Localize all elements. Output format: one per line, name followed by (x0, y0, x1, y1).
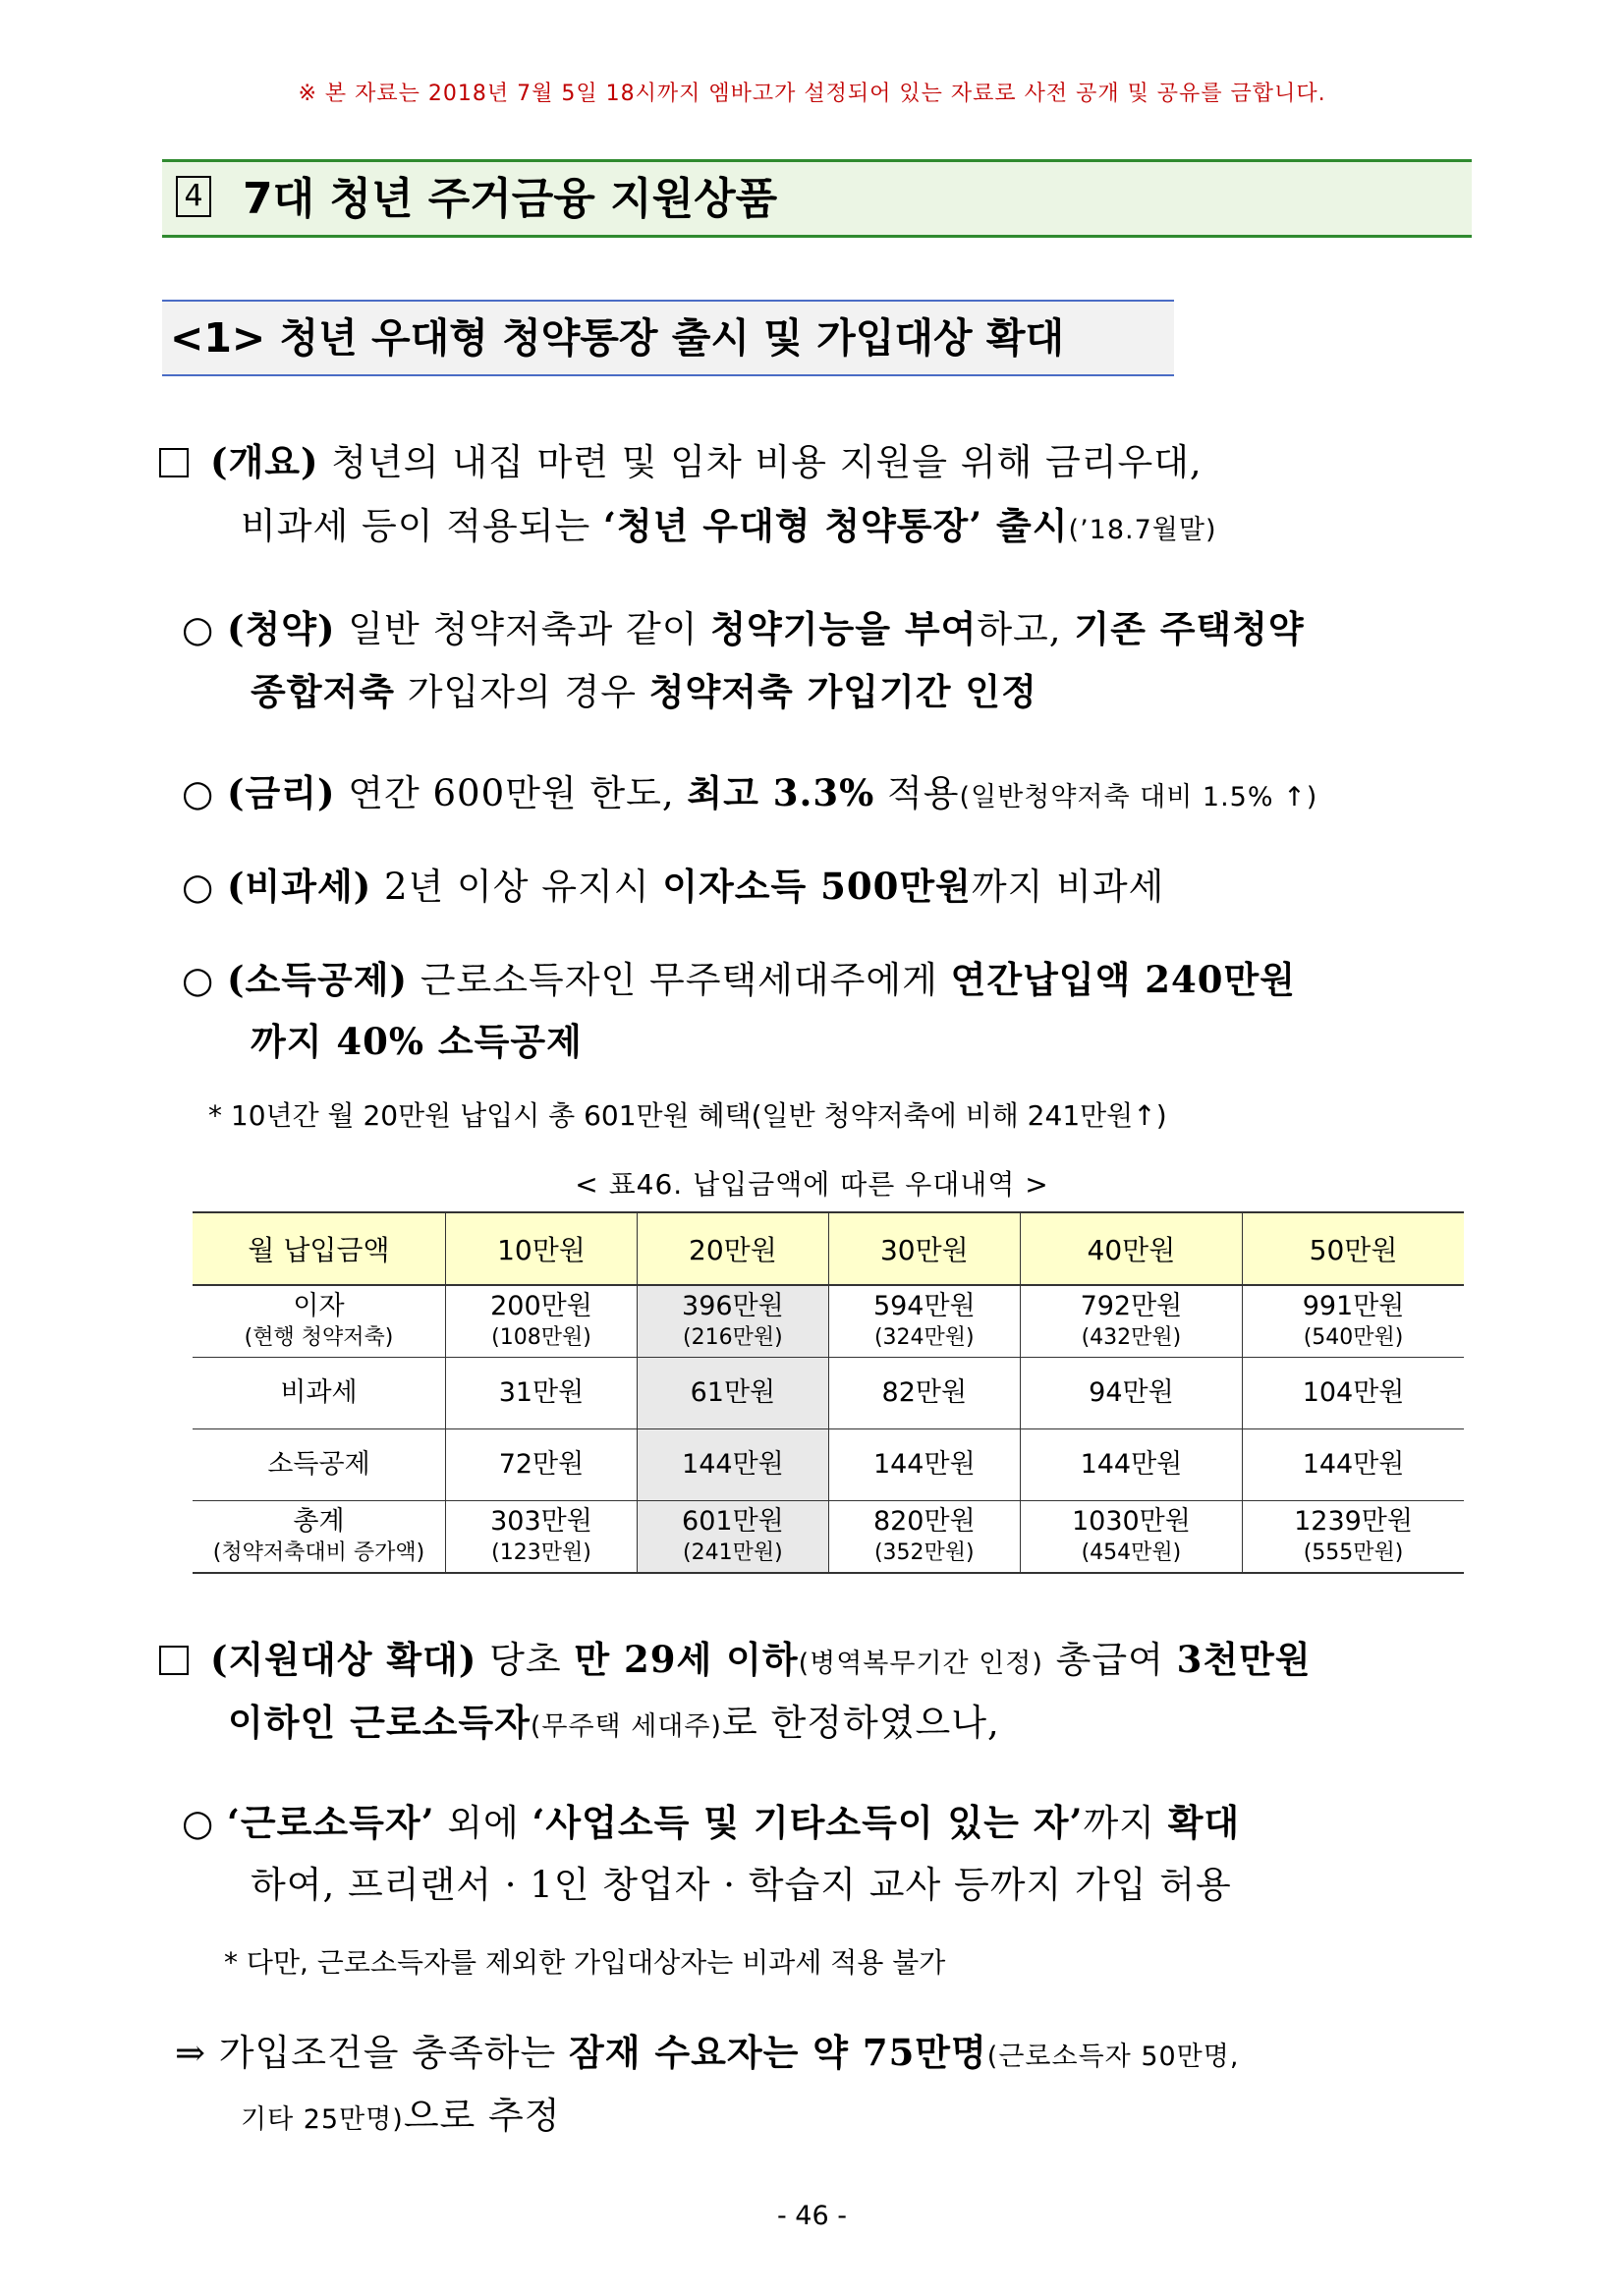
cell-subvalue: (108만원) (491, 1325, 591, 1350)
expansion-text: 로 한정하였으나, (721, 1702, 1000, 1744)
circle-bullet-icon: ○ (182, 1802, 215, 1844)
conclusion-note: (근로소득자 50만명, (986, 2042, 1240, 2072)
bullet-emph: 이자소득 500만원 (662, 865, 972, 908)
bullet-label: (소득공제) (227, 958, 408, 1001)
table-header: 20만원 (637, 1212, 828, 1285)
checkbox-square-icon (159, 448, 189, 477)
row-label (193, 1285, 446, 1358)
expansion-bullet-line-2: 하여, 프리랜서 · 1인 창업자 · 학습지 교사 등까지 가입 허용 (251, 1864, 1232, 1906)
row-label: 소득공제 (193, 1429, 446, 1501)
bullet-interest (182, 767, 1317, 823)
table-cell: 104만원 (1243, 1358, 1464, 1429)
expansion-note: (병역복무기간 인정) (798, 1649, 1043, 1679)
circle-bullet-icon: ○ (182, 772, 215, 814)
bullet-subscription (182, 603, 1305, 655)
row-label-text: 총계 (293, 1506, 345, 1537)
expansion-note: (무주택 세대주) (530, 1711, 722, 1742)
row-label (193, 1501, 446, 1574)
cell-subvalue: (352만원) (873, 1540, 975, 1565)
table-cell (1020, 1285, 1242, 1358)
table-cell (828, 1285, 1020, 1358)
overview-text-2: 비과세 등이 적용되는 (241, 505, 603, 547)
expansion-emph: 이하인 근로소득자 (228, 1701, 531, 1744)
bullet-emph: 종합저축 (251, 670, 395, 713)
bullet-text: 연간 600만원 한도, (335, 772, 688, 814)
bullet-text: 일반 청약저축과 같이 (335, 608, 711, 650)
table-row (193, 1501, 1464, 1574)
overview-line-2 (241, 500, 1216, 556)
section-number: 4 (176, 176, 211, 217)
cell-value: 303만원 (490, 1506, 592, 1537)
row-sublabel: (현행 청약저축) (244, 1325, 394, 1350)
overview-line-1 (159, 436, 1203, 488)
checkbox-square-icon (159, 1646, 189, 1675)
bullet-text: 가입자의 경우 (394, 671, 649, 713)
expansion-text: 까지 (1083, 1802, 1168, 1844)
cell-subvalue: (555만원) (1303, 1540, 1404, 1565)
bullet-text: 근로소득자인 무주택세대주에게 (407, 959, 951, 1001)
conclusion-note: 기타 25만명) (241, 2104, 404, 2135)
bullet-label: (비과세) (227, 865, 372, 908)
expansion-emph: ‘근로소득자’ (227, 1801, 435, 1844)
bullet-emph: 기존 주택청약 (1074, 607, 1305, 650)
table-header: 30만원 (828, 1212, 1020, 1285)
bullet-tax-free (182, 861, 1164, 913)
overview-text: 청년의 내집 마련 및 임차 비용 지원을 위해 금리우대, (318, 441, 1203, 483)
table-header: 40만원 (1020, 1212, 1242, 1285)
circle-bullet-icon: ○ (182, 866, 215, 908)
expansion-text: 외에 (434, 1802, 532, 1844)
conclusion-line-2 (241, 2091, 561, 2146)
expansion-emph: 3천만원 (1176, 1638, 1312, 1681)
bullet-text: 적용 (874, 772, 960, 814)
cell-subvalue: (123만원) (491, 1540, 591, 1565)
cell-value: 601만원 (682, 1506, 784, 1537)
table-header: 10만원 (446, 1212, 638, 1285)
cell-value: 991만원 (1302, 1291, 1405, 1321)
expansion-line-2 (228, 1697, 1000, 1753)
overview-product: ‘청년 우대형 청약통장’ 출시 (602, 504, 1069, 547)
table-cell: 94만원 (1020, 1358, 1242, 1429)
expansion-emph: ‘사업소득 및 기타소득이 있는 자’ (532, 1801, 1084, 1844)
table-cell: 72만원 (446, 1429, 638, 1501)
page-number: - 46 - (776, 2201, 847, 2231)
cell-subvalue: (432만원) (1081, 1325, 1182, 1350)
table-cell (828, 1501, 1020, 1574)
table-header-row (193, 1212, 1464, 1285)
table-row (193, 1429, 1464, 1501)
table-cell: 144만원 (1020, 1429, 1242, 1501)
table-row (193, 1285, 1464, 1358)
bullet-subscription-line-2 (251, 666, 1037, 718)
cell-subvalue: (324만원) (873, 1325, 975, 1350)
cell-subvalue: (216만원) (683, 1325, 783, 1350)
row-label-text: 이자 (293, 1291, 345, 1321)
row-sublabel: (청약저축대비 증가액) (212, 1540, 425, 1565)
table-cell (637, 1285, 828, 1358)
table-cell (1243, 1285, 1464, 1358)
footnote-exception: * 다만, 근로소득자를 제외한 가입대상자는 비과세 적용 불가 (224, 1946, 946, 1979)
bullet-label: (금리) (227, 771, 336, 814)
table-cell: 82만원 (828, 1358, 1020, 1429)
cell-value: 820만원 (872, 1506, 976, 1537)
table-cell (446, 1285, 638, 1358)
table-cell (446, 1501, 638, 1574)
table-header: 월 납입금액 (193, 1212, 446, 1285)
conclusion-text: 으로 추정 (403, 2095, 561, 2137)
bullet-text: 하고, (977, 608, 1075, 650)
table-row (193, 1358, 1464, 1429)
section-title: 7대 청년 주거금융 지원상품 (243, 174, 778, 224)
conclusion-line-1 (175, 2027, 1239, 2083)
overview-label: (개요) (210, 440, 319, 483)
conclusion-text: 가입조건을 충족하는 (206, 2032, 569, 2074)
circle-bullet-icon: ○ (182, 959, 215, 1001)
cell-subvalue: (540만원) (1303, 1325, 1404, 1350)
bullet-emph: 최고 3.3% (687, 771, 875, 814)
embargo-notice: ※ 본 자료는 2018년 7월 5일 18시까지 엠바고가 설정되어 있는 자료로 사전 공개 및 공유를 금합니다. (298, 82, 1326, 106)
section-header (162, 159, 1472, 238)
cell-value: 200만원 (490, 1291, 592, 1321)
bullet-emph: 까지 40% 소득공제 (251, 1020, 583, 1063)
expansion-emph: 만 29세 이하 (574, 1638, 799, 1681)
expansion-line-1 (159, 1634, 1312, 1690)
cell-value: 1030만원 (1071, 1506, 1191, 1537)
table-cell: 144만원 (637, 1429, 828, 1501)
subsection-title: <1> 청년 우대형 청약통장 출시 및 가입대상 확대 (162, 300, 1174, 376)
table-cell (1020, 1501, 1242, 1574)
cell-subvalue: (241만원) (683, 1540, 783, 1565)
overview-date: (’18.7월말) (1068, 515, 1217, 545)
bullet-label: (청약) (227, 607, 336, 650)
table-cell: 144만원 (828, 1429, 1020, 1501)
bullet-emph: 청약기능을 부여 (710, 607, 978, 650)
bullet-income-deduction (182, 954, 1296, 1006)
table-cell (637, 1501, 828, 1574)
implies-arrow-icon: ⇒ (175, 2032, 207, 2074)
bullet-note: (일반청약저축 대비 1.5% ↑) (959, 782, 1318, 812)
cell-value: 1239만원 (1294, 1506, 1413, 1537)
expansion-text: 총급여 (1042, 1639, 1177, 1681)
cell-value: 792만원 (1080, 1291, 1183, 1321)
expansion-bullet (182, 1797, 1240, 1849)
cell-value: 594만원 (872, 1291, 976, 1321)
table-header: 50만원 (1243, 1212, 1464, 1285)
bullet-income-deduction-line-2 (251, 1016, 583, 1068)
table-caption: < 표46. 납입금액에 따른 우대내역 > (575, 1168, 1049, 1201)
footnote-benefit: * 10년간 월 20만원 납입시 총 601만원 혜택(일반 청약저축에 비해 241만원↑) (208, 1099, 1167, 1132)
expansion-emph: 확대 (1167, 1801, 1241, 1844)
bullet-emph: 연간납입액 240만원 (950, 958, 1296, 1001)
expansion-label: (지원대상 확대) (210, 1638, 477, 1681)
expansion-text: 당초 (476, 1639, 575, 1681)
circle-bullet-icon: ○ (182, 608, 215, 650)
table-cell: 144만원 (1243, 1429, 1464, 1501)
bullet-text: 까지 비과세 (971, 866, 1165, 908)
table-cell: 31만원 (446, 1358, 638, 1429)
conclusion-emph: 잠재 수요자는 약 75만명 (568, 2031, 987, 2074)
bullet-text: 2년 이상 유지시 (371, 866, 663, 908)
table-cell: 61만원 (637, 1358, 828, 1429)
table-cell (1243, 1501, 1464, 1574)
row-label: 비과세 (193, 1358, 446, 1429)
cell-subvalue: (454만원) (1081, 1540, 1182, 1565)
cell-value: 396만원 (682, 1291, 784, 1321)
benefit-table (193, 1211, 1464, 1574)
bullet-emph: 청약저축 가입기간 인정 (648, 670, 1037, 713)
